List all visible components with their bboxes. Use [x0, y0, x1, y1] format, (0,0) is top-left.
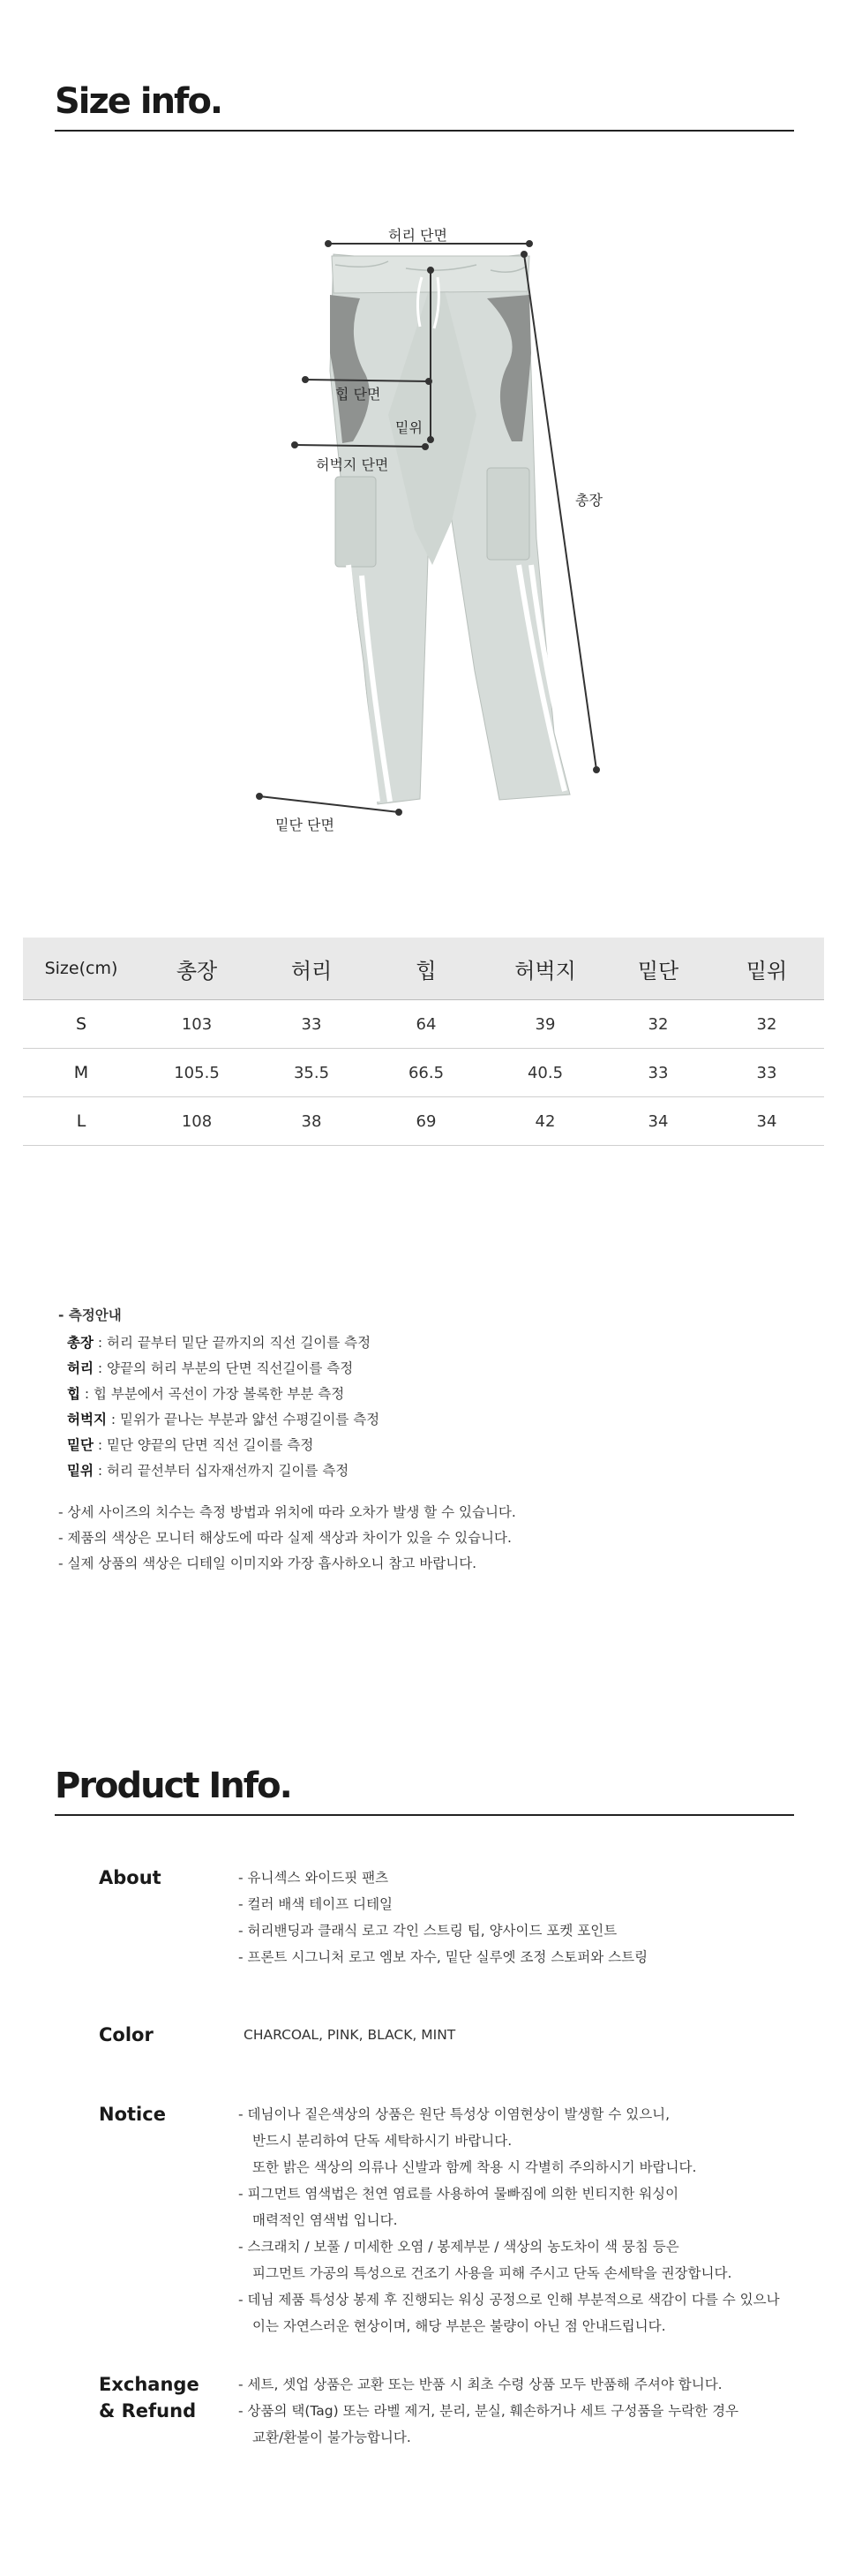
- guide-term: 힙: [67, 1386, 80, 1402]
- exchange-label-line1: Exchange: [99, 2374, 199, 2395]
- guide-desc: : 힙 부분에서 곡선이 가장 볼록한 부분 측정: [79, 1386, 345, 1402]
- exchange-label-line2: & Refund: [99, 2400, 197, 2422]
- table-cell: 103: [139, 1000, 254, 1049]
- guide-note: - 상세 사이즈의 치수는 측정 방법과 위치에 따라 오차가 발생 할 수 있습니다.: [58, 1504, 516, 1520]
- pants-left-pocket: [335, 477, 376, 567]
- header-hem: 밑단: [607, 938, 709, 1000]
- color-line: CHARCOAL, PINK, BLACK, MINT: [244, 2027, 456, 2043]
- notice-line: - 피그먼트 염색법은 천연 염료를 사용하여 물빠짐에 의한 빈티지한 워싱이: [238, 2186, 679, 2202]
- table-cell: 35.5: [254, 1049, 369, 1097]
- table-cell: 32: [607, 1000, 709, 1049]
- table-cell: 38: [254, 1097, 369, 1146]
- notice-line: - 스크래치 / 보풀 / 미세한 오염 / 봉제부분 / 색상의 농도차이 색 뭉침 등은: [238, 2239, 679, 2255]
- guide-heading: - 측정안내: [58, 1307, 122, 1323]
- table-cell: 66.5: [369, 1049, 483, 1097]
- guide-item: [58, 1382, 516, 1407]
- exchange-line: 교환/환불이 불가능합니다.: [252, 2429, 411, 2445]
- table-cell: 32: [709, 1000, 824, 1049]
- table-cell: 34: [709, 1097, 824, 1146]
- size-cell: L: [23, 1097, 139, 1146]
- color-value: [238, 2022, 455, 2048]
- color-label: Color: [99, 2024, 154, 2045]
- about-line: - 허리밴딩과 클래식 로고 각인 스트링 팁, 양사이드 포켓 포인트: [238, 1923, 618, 1939]
- about-label: About: [99, 1867, 161, 1888]
- notice-lines: [238, 2101, 780, 2339]
- notice-line: 피그먼트 가공의 특성으로 건조기 사용을 피해 주시고 단독 손세탁을 권장합니다.: [252, 2265, 732, 2281]
- exchange-line: - 상품의 택(Tag) 또는 라벨 제거, 분리, 분실, 훼손하거나 세트 구성품을 누락한 경우: [238, 2403, 739, 2419]
- pants-right-pocket: [487, 468, 529, 560]
- hem-label: 밑단 단면: [275, 817, 334, 833]
- table-cell: 40.5: [483, 1049, 607, 1097]
- about-lines: [238, 1864, 648, 1970]
- table-cell: 33: [254, 1000, 369, 1049]
- table-row: [23, 1049, 824, 1097]
- guide-desc: : 허리 끝선부터 십자재선까지 길이를 측정: [93, 1463, 349, 1479]
- guide-term: 밑위: [67, 1463, 94, 1479]
- guide-desc: : 양끝의 허리 부분의 단면 직선길이를 측정: [93, 1360, 354, 1376]
- measurement-guide: [58, 1305, 516, 1577]
- waist-label: 허리 단면: [388, 227, 447, 244]
- about-line: - 컬러 배색 테이프 디테일: [238, 1896, 394, 1912]
- guide-note: - 실제 상품의 색상은 디테일 이미지와 가장 흡사하오니 참고 바랍니다.: [58, 1555, 477, 1571]
- product-info-divider: [55, 1814, 794, 1816]
- size-table-header: [23, 938, 824, 1000]
- guide-item: [58, 1458, 516, 1484]
- exchange-line: - 세트, 셋업 상품은 교환 또는 반품 시 최초 수령 상품 모두 반품해 주셔야 합니다.: [238, 2376, 723, 2392]
- header-length: 총장: [139, 938, 254, 1000]
- table-cell: 39: [483, 1000, 607, 1049]
- pants-diagram: [0, 203, 847, 874]
- table-row: [23, 1000, 824, 1049]
- about-line: - 유니섹스 와이드핏 팬츠: [238, 1870, 389, 1886]
- size-table: [23, 938, 824, 1146]
- notice-label: Notice: [99, 2104, 166, 2125]
- about-line: - 프론트 시그니처 로고 엠보 자수, 밑단 실루엣 조정 스토퍼와 스트링: [238, 1949, 648, 1965]
- notice-line: 또한 밝은 색상의 의류나 신발과 함께 착용 시 각별히 주의하시기 바랍니다.: [252, 2159, 697, 2175]
- header-waist: 허리: [254, 938, 369, 1000]
- guide-term: 허리: [67, 1360, 94, 1376]
- size-info-title: Size info.: [55, 81, 222, 122]
- notice-line: 매력적인 염색법 입니다.: [252, 2212, 398, 2228]
- length-label: 총장: [575, 492, 603, 508]
- guide-note: - 제품의 색상은 모니터 해상도에 따라 실제 색상과 차이가 있을 수 있습니다.: [58, 1530, 512, 1546]
- table-cell: 64: [369, 1000, 483, 1049]
- table-cell: 33: [709, 1049, 824, 1097]
- guide-term: 허벅지: [67, 1412, 107, 1427]
- notice-line: 반드시 분리하여 단독 세탁하시기 바랍니다.: [252, 2133, 513, 2149]
- notice-line: - 데님 제품 특성상 봉제 후 진행되는 워싱 공정으로 인해 부분적으로 색감이 다를 수 있으나: [238, 2292, 780, 2308]
- table-cell: 69: [369, 1097, 483, 1146]
- guide-item: [58, 1407, 516, 1433]
- size-info-divider: [55, 130, 794, 132]
- product-info-title: Product Info.: [55, 1766, 291, 1806]
- size-cell: S: [23, 1000, 139, 1049]
- guide-term: 밑단: [67, 1437, 94, 1453]
- exchange-lines: [238, 2371, 738, 2451]
- header-hip: 힙: [369, 938, 483, 1000]
- guide-desc: : 밑단 양끝의 단면 직선 길이를 측정: [93, 1437, 314, 1453]
- guide-desc: : 허리 끝부터 밑단 끝까지의 직선 길이를 측정: [93, 1335, 371, 1351]
- guide-term: 총장: [67, 1335, 94, 1351]
- table-cell: 34: [607, 1097, 709, 1146]
- size-cell: M: [23, 1049, 139, 1097]
- table-cell: 105.5: [139, 1049, 254, 1097]
- notice-line: - 데님이나 짙은색상의 상품은 원단 특성상 이염현상이 발생할 수 있으니,: [238, 2106, 671, 2122]
- table-cell: 42: [483, 1097, 607, 1146]
- notice-line: 이는 자연스러운 현상이며, 해당 부분은 불량이 아닌 점 안내드립니다.: [252, 2318, 666, 2334]
- rise-label: 밑위: [395, 419, 423, 436]
- table-cell: 33: [607, 1049, 709, 1097]
- guide-item: [58, 1356, 516, 1382]
- thigh-label: 허벅지 단면: [316, 456, 389, 473]
- table-row: [23, 1097, 824, 1146]
- header-rise: 밑위: [709, 938, 824, 1000]
- table-cell: 108: [139, 1097, 254, 1146]
- guide-item: [58, 1433, 516, 1458]
- hip-label: 힙 단면: [335, 386, 381, 403]
- header-thigh: 허벅지: [483, 938, 607, 1000]
- exchange-label: [99, 2371, 199, 2424]
- header-size: Size(cm): [23, 938, 139, 1000]
- guide-item: [58, 1330, 516, 1356]
- guide-desc: : 밑위가 끝나는 부분과 얇선 수평길이를 측정: [106, 1412, 380, 1427]
- guide-notes: [58, 1500, 516, 1577]
